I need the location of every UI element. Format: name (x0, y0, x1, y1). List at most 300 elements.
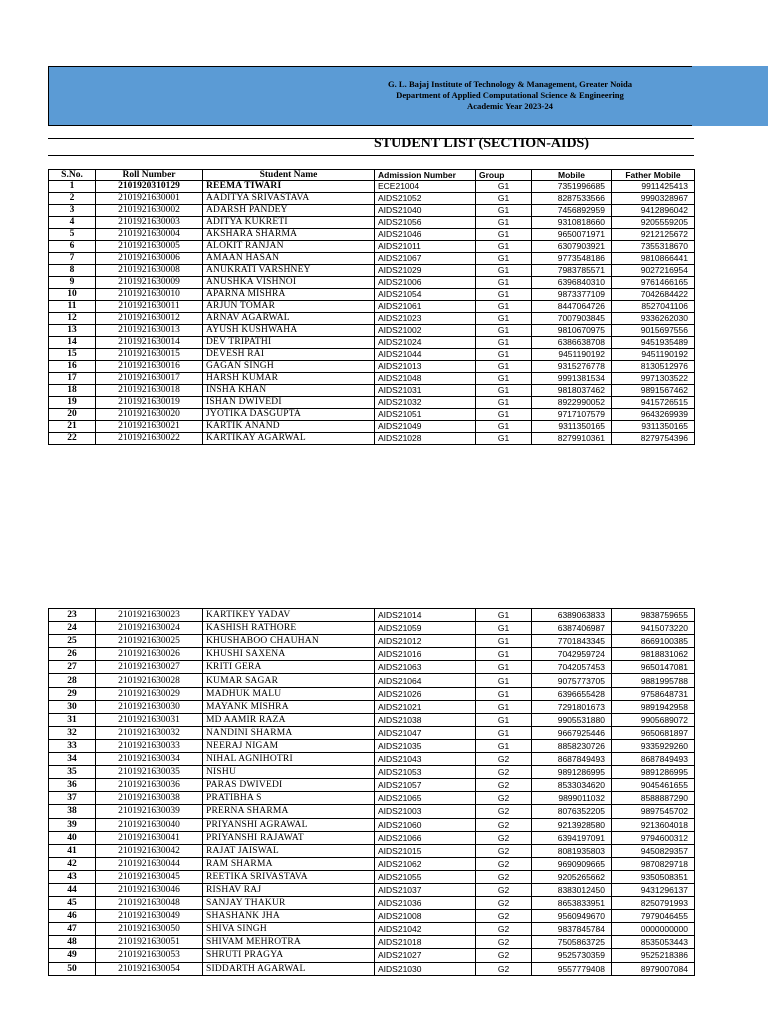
admission-number-cell: AIDS21003 (375, 805, 476, 818)
table-row (49, 831, 695, 844)
group-cell: G1 (476, 609, 532, 622)
sno-cell: 42 (49, 857, 96, 870)
admission-number-cell: AIDS21031 (375, 385, 476, 397)
roll-number-cell: 2101921630039 (96, 805, 203, 818)
table-row (49, 241, 695, 253)
mobile-cell: 9205265662 (532, 870, 612, 883)
mobile-cell: 7701843345 (532, 635, 612, 648)
sno-cell: 7 (49, 253, 96, 265)
student-name-cell: PRATIBHA S (203, 792, 375, 805)
admission-number-cell: AIDS21029 (375, 265, 476, 277)
student-name-cell: INSHA KHAN (203, 385, 375, 397)
group-cell: G1 (476, 325, 532, 337)
group-cell: G2 (476, 883, 532, 896)
roll-number-cell: 2101921630051 (96, 936, 203, 949)
student-name-cell: SHRUTI PRAGYA (203, 949, 375, 962)
roll-number-cell: 2101921630033 (96, 739, 203, 752)
table-row (49, 181, 695, 193)
father-mobile-cell: 9350508351 (612, 870, 695, 883)
admission-number-cell: AIDS21015 (375, 844, 476, 857)
father-mobile-cell: 9990328967 (612, 193, 695, 205)
roll-number-cell: 2101921630003 (96, 217, 203, 229)
father-mobile-cell: 9643269939 (612, 409, 695, 421)
group-cell: G1 (476, 361, 532, 373)
group-cell: G1 (476, 397, 532, 409)
mobile-cell: 9818037462 (532, 385, 612, 397)
mobile-cell: 8533034620 (532, 779, 612, 792)
table-row (49, 277, 695, 289)
student-name-cell: MD AAMIR RAZA (203, 713, 375, 726)
group-cell: G2 (476, 844, 532, 857)
father-mobile-cell: 9838759655 (612, 609, 695, 622)
group-cell: G1 (476, 313, 532, 325)
mobile-cell: 9837845784 (532, 923, 612, 936)
student-name-cell: GAGAN SINGH (203, 361, 375, 373)
mobile-cell: 6389063833 (532, 609, 612, 622)
roll-number-cell: 2101921630053 (96, 949, 203, 962)
table-row (49, 739, 695, 752)
group-cell: G1 (476, 421, 532, 433)
sno-cell: 48 (49, 936, 96, 949)
column-header: Group (476, 170, 532, 181)
father-mobile-cell: 7355318670 (612, 241, 695, 253)
mobile-cell: 8447064726 (532, 301, 612, 313)
sno-cell: 50 (49, 962, 96, 975)
father-mobile-cell: 9415726515 (612, 397, 695, 409)
admission-number-cell: AIDS21023 (375, 313, 476, 325)
sno-cell: 18 (49, 385, 96, 397)
group-cell: G1 (476, 739, 532, 752)
mobile-cell: 6396840310 (532, 277, 612, 289)
sno-cell: 17 (49, 373, 96, 385)
student-name-cell: ISHAN DWIVEDI (203, 397, 375, 409)
group-cell: G2 (476, 792, 532, 805)
roll-number-cell: 2101921630035 (96, 766, 203, 779)
student-name-cell: NIHAL AGNIHOTRI (203, 753, 375, 766)
father-mobile-cell: 0000000000 (612, 923, 695, 936)
sno-cell: 37 (49, 792, 96, 805)
department-name: Department of Applied Computational Science & Engineering (396, 90, 624, 100)
admission-number-cell: AIDS21055 (375, 870, 476, 883)
group-cell: G2 (476, 962, 532, 975)
group-cell: G2 (476, 753, 532, 766)
student-name-cell: REETIKA SRIVASTAVA (203, 870, 375, 883)
roll-number-cell: 2101921630004 (96, 229, 203, 241)
student-name-cell: SHIVA SINGH (203, 923, 375, 936)
admission-number-cell: AIDS21014 (375, 609, 476, 622)
student-name-cell: KUMAR SAGAR (203, 674, 375, 687)
father-mobile-cell: 8588887290 (612, 792, 695, 805)
father-mobile-cell: 9891567462 (612, 385, 695, 397)
roll-number-cell: 2101921630012 (96, 313, 203, 325)
mobile-cell: 8653833951 (532, 897, 612, 910)
mobile-cell: 8922990052 (532, 397, 612, 409)
student-name-cell: JYOTIKA DASGUPTA (203, 409, 375, 421)
table-row (49, 385, 695, 397)
group-cell: G1 (476, 622, 532, 635)
student-name-cell: MAYANK MISHRA (203, 700, 375, 713)
sno-cell: 4 (49, 217, 96, 229)
admission-number-cell: AIDS21042 (375, 923, 476, 936)
sno-cell: 46 (49, 910, 96, 923)
admission-number-cell: AIDS21018 (375, 936, 476, 949)
table-row (49, 805, 695, 818)
header-text (300, 79, 720, 112)
mobile-cell: 7042057453 (532, 661, 612, 674)
group-cell: G1 (476, 349, 532, 361)
sno-cell: 39 (49, 818, 96, 831)
group-cell: G1 (476, 661, 532, 674)
sno-cell: 24 (49, 622, 96, 635)
student-name-cell: ARNAV AGARWAL (203, 313, 375, 325)
group-cell: G2 (476, 779, 532, 792)
student-name-cell: PRIYANSHI RAJAWAT (203, 831, 375, 844)
father-mobile-cell: 9451190192 (612, 349, 695, 361)
mobile-cell: 6307903921 (532, 241, 612, 253)
father-mobile-cell: 9870829718 (612, 857, 695, 870)
student-name-cell: DEV TRIPATHI (203, 337, 375, 349)
admission-number-cell: AIDS21036 (375, 897, 476, 910)
student-name-cell: KHUSHABOO CHAUHAN (203, 635, 375, 648)
group-cell: G1 (476, 277, 532, 289)
admission-number-cell: AIDS21027 (375, 949, 476, 962)
student-name-cell: ADITYA KUKRETI (203, 217, 375, 229)
roll-number-cell: 2101921630041 (96, 831, 203, 844)
student-name-cell: RAJAT JAISWAL (203, 844, 375, 857)
admission-number-cell: AIDS21011 (375, 241, 476, 253)
sno-cell: 27 (49, 661, 96, 674)
roll-number-cell: 2101921630044 (96, 857, 203, 870)
student-name-cell: KRITI GERA (203, 661, 375, 674)
group-cell: G1 (476, 289, 532, 301)
admission-number-cell: AIDS21060 (375, 818, 476, 831)
admission-number-cell: AIDS21046 (375, 229, 476, 241)
sno-cell: 34 (49, 753, 96, 766)
admission-number-cell: AIDS21053 (375, 766, 476, 779)
group-cell: G1 (476, 648, 532, 661)
table-row (49, 936, 695, 949)
student-name-cell: KARTIKEY YADAV (203, 609, 375, 622)
roll-number-cell: 2101921630026 (96, 648, 203, 661)
mobile-cell: 7351996685 (532, 181, 612, 193)
mobile-cell: 7291801673 (532, 700, 612, 713)
roll-number-cell: 2101921630034 (96, 753, 203, 766)
table-row (49, 766, 695, 779)
mobile-cell: 9717107579 (532, 409, 612, 421)
student-name-cell: NEERAJ NIGAM (203, 739, 375, 752)
roll-number-cell: 2101921630036 (96, 779, 203, 792)
sno-cell: 16 (49, 361, 96, 373)
roll-number-cell: 2101921630048 (96, 897, 203, 910)
admission-number-cell: AIDS21006 (375, 277, 476, 289)
table-row (49, 217, 695, 229)
father-mobile-cell: 9881995788 (612, 674, 695, 687)
sno-cell: 35 (49, 766, 96, 779)
father-mobile-cell: 9891942958 (612, 700, 695, 713)
table-row (49, 661, 695, 674)
group-cell: G1 (476, 229, 532, 241)
admission-number-cell: AIDS21062 (375, 857, 476, 870)
admission-number-cell: AIDS21028 (375, 433, 476, 445)
group-cell: G2 (476, 923, 532, 936)
student-name-cell: ARJUN TOMAR (203, 301, 375, 313)
roll-number-cell: 2101921630042 (96, 844, 203, 857)
roll-number-cell: 2101921630045 (96, 870, 203, 883)
father-mobile-cell: 9891286995 (612, 766, 695, 779)
student-name-cell: SIDDARTH AGARWAL (203, 962, 375, 975)
admission-number-cell: AIDS21054 (375, 289, 476, 301)
father-mobile-cell: 8979007084 (612, 962, 695, 975)
father-mobile-cell: 9905689072 (612, 713, 695, 726)
table-row (49, 726, 695, 739)
table-row (49, 857, 695, 870)
group-cell: G1 (476, 373, 532, 385)
group-cell: G1 (476, 726, 532, 739)
student-name-cell: APARNA MISHRA (203, 289, 375, 301)
mobile-cell: 6386638708 (532, 337, 612, 349)
mobile-cell: 9690909665 (532, 857, 612, 870)
mobile-cell: 9451190192 (532, 349, 612, 361)
mobile-cell: 8076352205 (532, 805, 612, 818)
mobile-cell: 9075773705 (532, 674, 612, 687)
admission-number-cell: AIDS21013 (375, 361, 476, 373)
table-row (49, 313, 695, 325)
mobile-cell: 7007903845 (532, 313, 612, 325)
roll-number-cell: 2101921630027 (96, 661, 203, 674)
table-row (49, 923, 695, 936)
group-cell: G2 (476, 936, 532, 949)
roll-number-cell: 2101921630031 (96, 713, 203, 726)
mobile-cell: 9991381534 (532, 373, 612, 385)
table-row (49, 700, 695, 713)
mobile-cell: 6387406987 (532, 622, 612, 635)
student-name-cell: AKSHARA SHARMA (203, 229, 375, 241)
sno-cell: 3 (49, 205, 96, 217)
group-cell: G2 (476, 766, 532, 779)
table-row (49, 337, 695, 349)
student-name-cell: RAM SHARMA (203, 857, 375, 870)
sno-cell: 20 (49, 409, 96, 421)
roll-number-cell: 2101921630021 (96, 421, 203, 433)
mobile-cell: 9810670975 (532, 325, 612, 337)
group-cell: G2 (476, 831, 532, 844)
roll-number-cell: 2101921630008 (96, 265, 203, 277)
father-mobile-cell: 9761466165 (612, 277, 695, 289)
roll-number-cell: 2101921630025 (96, 635, 203, 648)
father-mobile-cell: 7042684422 (612, 289, 695, 301)
admission-number-cell: AIDS21035 (375, 739, 476, 752)
admission-number-cell: AIDS21051 (375, 409, 476, 421)
roll-number-cell: 2101921630015 (96, 349, 203, 361)
father-mobile-cell: 9525218386 (612, 949, 695, 962)
group-cell: G1 (476, 181, 532, 193)
mobile-cell: 7042959724 (532, 648, 612, 661)
sno-cell: 33 (49, 739, 96, 752)
table-row (49, 635, 695, 648)
admission-number-cell: AIDS21032 (375, 397, 476, 409)
group-cell: G1 (476, 674, 532, 687)
roll-number-cell: 2101921630020 (96, 409, 203, 421)
father-mobile-cell: 9971303522 (612, 373, 695, 385)
column-header: Father Mobile (612, 170, 695, 181)
student-name-cell: MADHUK MALU (203, 687, 375, 700)
table-row (49, 265, 695, 277)
admission-number-cell: AIDS21002 (375, 325, 476, 337)
father-mobile-cell: 9650681897 (612, 726, 695, 739)
father-mobile-cell: 9412896042 (612, 205, 695, 217)
roll-number-cell: 2101921630054 (96, 962, 203, 975)
group-cell: G1 (476, 635, 532, 648)
column-header: Mobile (532, 170, 612, 181)
admission-number-cell: AIDS21064 (375, 674, 476, 687)
father-mobile-cell: 9810866441 (612, 253, 695, 265)
student-name-cell: SHASHANK JHA (203, 910, 375, 923)
table-row (49, 205, 695, 217)
roll-number-cell: 2101921630018 (96, 385, 203, 397)
sno-cell: 44 (49, 883, 96, 896)
roll-number-cell: 2101921630032 (96, 726, 203, 739)
student-name-cell: ADARSH PANDEY (203, 205, 375, 217)
admission-number-cell: AIDS21049 (375, 421, 476, 433)
admission-number-cell: AIDS21016 (375, 648, 476, 661)
table-row (49, 844, 695, 857)
admission-number-cell: AIDS21012 (375, 635, 476, 648)
student-name-cell: REEMA TIWARI (203, 181, 375, 193)
admission-number-cell: AIDS21047 (375, 726, 476, 739)
roll-number-cell: 2101921630011 (96, 301, 203, 313)
group-cell: G1 (476, 700, 532, 713)
father-mobile-cell: 8130512976 (612, 361, 695, 373)
student-name-cell: PRIYANSHI AGRAWAL (203, 818, 375, 831)
sno-cell: 19 (49, 397, 96, 409)
student-name-cell: ALOKIT RANJAN (203, 241, 375, 253)
group-cell: G1 (476, 301, 532, 313)
mobile-cell: 8383012450 (532, 883, 612, 896)
sno-cell: 23 (49, 609, 96, 622)
table-row (49, 325, 695, 337)
roll-number-cell: 2101921630028 (96, 674, 203, 687)
student-name-cell: PARAS DWIVEDI (203, 779, 375, 792)
sno-cell: 15 (49, 349, 96, 361)
title-row (48, 138, 694, 156)
sno-cell: 10 (49, 289, 96, 301)
group-cell: G1 (476, 265, 532, 277)
table-row (49, 779, 695, 792)
father-mobile-cell: 9431296137 (612, 883, 695, 896)
father-mobile-cell: 9205559205 (612, 217, 695, 229)
admission-number-cell: AIDS21026 (375, 687, 476, 700)
roll-number-cell: 2101921630046 (96, 883, 203, 896)
mobile-cell: 9557779408 (532, 962, 612, 975)
group-cell: G2 (476, 910, 532, 923)
admission-number-cell: AIDS21024 (375, 337, 476, 349)
father-mobile-cell: 9415073220 (612, 622, 695, 635)
table-row (49, 818, 695, 831)
sno-cell: 12 (49, 313, 96, 325)
father-mobile-cell: 9897545702 (612, 805, 695, 818)
sno-cell: 49 (49, 949, 96, 962)
father-mobile-cell: 9015697556 (612, 325, 695, 337)
table-row (49, 792, 695, 805)
student-table-part1 (48, 169, 695, 445)
table-row (49, 687, 695, 700)
group-cell: G1 (476, 253, 532, 265)
admission-number-cell: AIDS21038 (375, 713, 476, 726)
admission-number-cell: AIDS21059 (375, 622, 476, 635)
mobile-cell: 9667925446 (532, 726, 612, 739)
group-cell: G1 (476, 433, 532, 445)
sno-cell: 38 (49, 805, 96, 818)
group-cell: G2 (476, 897, 532, 910)
father-mobile-cell: 7979046455 (612, 910, 695, 923)
table-row (49, 870, 695, 883)
table-row (49, 674, 695, 687)
student-name-cell: KARTIKAY AGARWAL (203, 433, 375, 445)
father-mobile-cell: 9650147081 (612, 661, 695, 674)
father-mobile-cell: 8279754396 (612, 433, 695, 445)
mobile-cell: 6396655428 (532, 687, 612, 700)
mobile-cell: 9873377109 (532, 289, 612, 301)
mobile-cell: 9315276778 (532, 361, 612, 373)
student-name-cell: NISHU (203, 766, 375, 779)
roll-number-cell: 2101920310129 (96, 181, 203, 193)
admission-number-cell: AIDS21030 (375, 962, 476, 975)
admission-number-cell: AIDS21067 (375, 253, 476, 265)
sno-cell: 45 (49, 897, 96, 910)
student-name-cell: SANJAY THAKUR (203, 897, 375, 910)
roll-number-cell: 2101921630001 (96, 193, 203, 205)
group-cell: G2 (476, 857, 532, 870)
student-name-cell: AYUSH KUSHWAHA (203, 325, 375, 337)
sno-cell: 5 (49, 229, 96, 241)
mobile-cell: 8287533566 (532, 193, 612, 205)
roll-number-cell: 2101921630005 (96, 241, 203, 253)
admission-number-cell: ECE21004 (375, 181, 476, 193)
admission-number-cell: AIDS21063 (375, 661, 476, 674)
sno-cell: 28 (49, 674, 96, 687)
mobile-cell: 9213928580 (532, 818, 612, 831)
group-cell: G1 (476, 241, 532, 253)
sno-cell: 47 (49, 923, 96, 936)
sno-cell: 22 (49, 433, 96, 445)
mobile-cell: 9891286995 (532, 766, 612, 779)
roll-number-cell: 2101921630022 (96, 433, 203, 445)
father-mobile-cell: 9336262030 (612, 313, 695, 325)
group-cell: G1 (476, 337, 532, 349)
column-header: Roll Number (96, 170, 203, 181)
sno-cell: 41 (49, 844, 96, 857)
group-cell: G1 (476, 217, 532, 229)
sno-cell: 29 (49, 687, 96, 700)
table-row (49, 713, 695, 726)
father-mobile-cell: 9311350165 (612, 421, 695, 433)
mobile-cell: 9773548186 (532, 253, 612, 265)
sno-cell: 9 (49, 277, 96, 289)
admission-number-cell: AIDS21044 (375, 349, 476, 361)
page-title: STUDENT LIST (SECTION-AIDS) (374, 136, 589, 151)
student-name-cell: KHUSHI SAXENA (203, 648, 375, 661)
father-mobile-cell: 9911425413 (612, 181, 695, 193)
admission-number-cell: AIDS21065 (375, 792, 476, 805)
roll-number-cell: 2101921630050 (96, 923, 203, 936)
student-name-cell: RISHAV RAJ (203, 883, 375, 896)
roll-number-cell: 2101921630014 (96, 337, 203, 349)
column-header: Student Name (203, 170, 375, 181)
table-row (49, 910, 695, 923)
table-row (49, 622, 695, 635)
father-mobile-cell: 9027216954 (612, 265, 695, 277)
father-mobile-cell: 9818831062 (612, 648, 695, 661)
